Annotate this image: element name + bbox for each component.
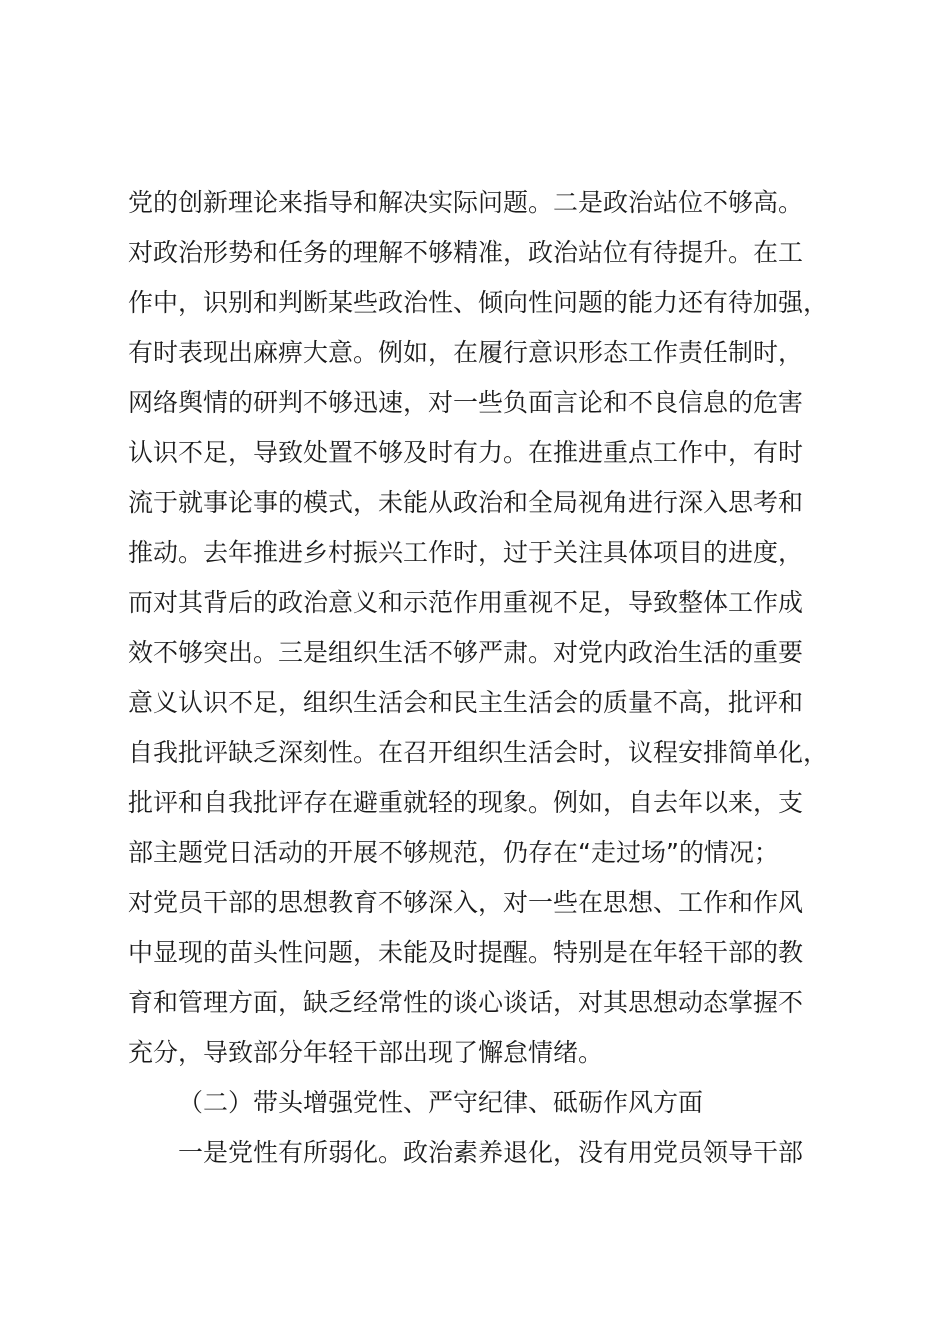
text-line: 党的创新理论来指导和解决实际问题。二是政治站位不够高。 bbox=[128, 188, 804, 217]
text-line: 认识不足，导致处置不够及时有力。在推进重点工作中，有时 bbox=[128, 438, 804, 467]
text-line: 有时表现出麻痹大意。例如，在履行意识形态工作责任制时， bbox=[128, 338, 804, 367]
text-line: 作中，识别和判断某些政治性、倾向性问题的能力还有待加强， bbox=[128, 288, 829, 317]
text-line: 网络舆情的研判不够迅速，对一些负面言论和不良信息的危害 bbox=[128, 388, 804, 417]
text-line: 而对其背后的政治意义和示范作用重视不足，导致整体工作成 bbox=[128, 588, 804, 617]
text-line: 中显现的苗头性问题，未能及时提醒。特别是在年轻干部的教 bbox=[128, 938, 804, 967]
text-line: 对政治形势和任务的理解不够精准，政治站位有待提升。在工 bbox=[128, 238, 804, 267]
text-line: 充分，导致部分年轻干部出现了懈怠情绪。 bbox=[128, 1038, 604, 1067]
text-line: 对党员干部的思想教育不够深入，对一些在思想、工作和作风 bbox=[128, 888, 804, 917]
section-heading: （二）带头增强党性、严守纪律、砥砺作风方面 bbox=[178, 1088, 704, 1117]
paragraph-first-line: 一是党性有所弱化。政治素养退化，没有用党员领导干部 bbox=[178, 1138, 804, 1167]
text-line: 批评和自我批评存在避重就轻的现象。例如，自去年以来，支 bbox=[128, 788, 804, 817]
text-line: 流于就事论事的模式，未能从政治和全局视角进行深入思考和 bbox=[128, 488, 804, 517]
text-line: 意义认识不足，组织生活会和民主生活会的质量不高，批评和 bbox=[128, 688, 804, 717]
text-line: 效不够突出。三是组织生活不够严肃。对党内政治生活的重要 bbox=[128, 638, 804, 667]
text-line: 育和管理方面，缺乏经常性的谈心谈话，对其思想动态掌握不 bbox=[128, 988, 804, 1017]
body-text bbox=[128, 178, 858, 1178]
text-line: 部主题党日活动的开展不够规范，仍存在“走过场”的情况； bbox=[128, 838, 779, 867]
text-line: 自我批评缺乏深刻性。在召开组织生活会时，议程安排简单化， bbox=[128, 738, 829, 767]
text-line: 推动。去年推进乡村振兴工作时，过于关注具体项目的进度， bbox=[128, 538, 804, 567]
